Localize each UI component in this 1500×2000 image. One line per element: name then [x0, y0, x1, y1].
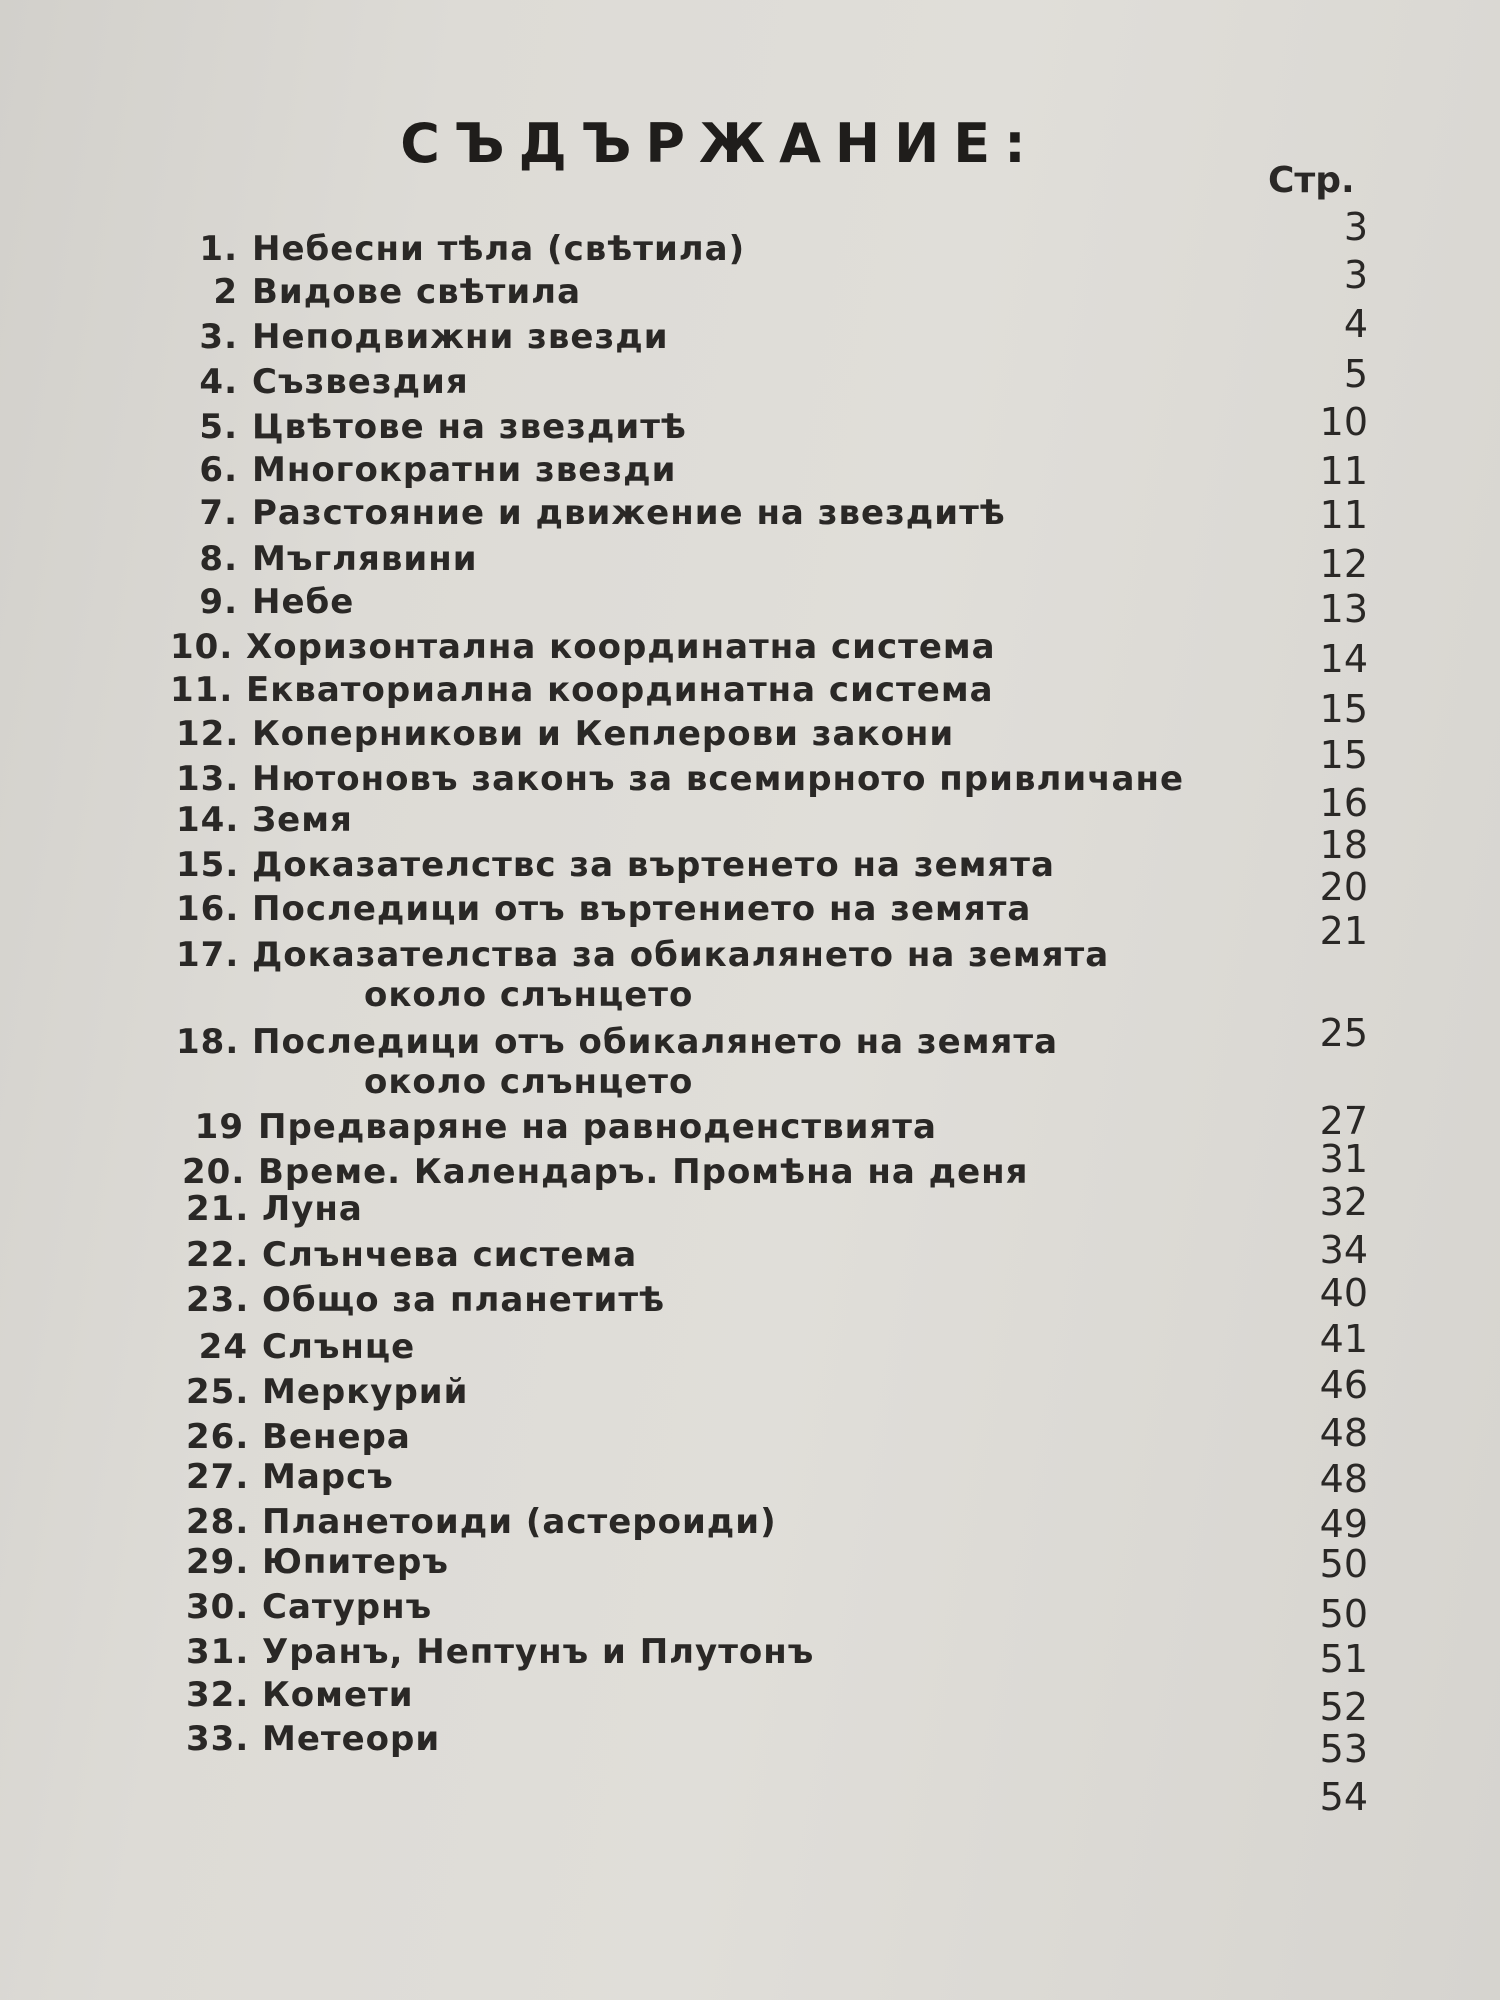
toc-entry	[176, 493, 1006, 533]
toc-entry-title: Юпитеръ	[262, 1542, 449, 1582]
toc-entry	[176, 845, 1055, 885]
toc-entry	[182, 1107, 937, 1147]
toc-page-number: 20	[1319, 865, 1368, 909]
toc-entry	[186, 1417, 411, 1457]
toc-entry-number: 18.	[176, 1022, 240, 1062]
toc-page-number: 18	[1319, 823, 1368, 867]
toc-entry-number: 12.	[176, 714, 240, 754]
toc-page-number: 21	[1319, 909, 1368, 953]
toc-entry-title: Небе	[252, 582, 355, 622]
toc-page-number: 27	[1319, 1099, 1368, 1143]
toc-entry-number: 16.	[176, 889, 240, 929]
toc-entry-number: 1.	[199, 229, 238, 269]
toc-page-number: 11	[1319, 493, 1368, 537]
toc-entry-title: Планетоиди (астероиди)	[262, 1502, 777, 1542]
toc-entry-title: около слънцето	[364, 975, 694, 1015]
toc-entry-title: Мъглявини	[252, 539, 478, 579]
page-column-label: Стр.	[1268, 160, 1355, 201]
toc-entry	[186, 1280, 666, 1320]
toc-entry-title: Земя	[252, 800, 353, 840]
toc-entry-title: Луна	[262, 1189, 363, 1229]
toc-entry	[186, 1587, 433, 1627]
toc-entry-title: Слънце	[262, 1327, 416, 1367]
toc-page-number: 13	[1319, 587, 1368, 631]
toc-page-number: 11	[1319, 449, 1368, 493]
toc-entry-number: 21.	[186, 1189, 250, 1229]
toc-page-number: 52	[1319, 1685, 1368, 1729]
toc-page-number: 40	[1319, 1271, 1368, 1315]
toc-entry	[186, 1675, 414, 1715]
toc-page-number: 3	[1343, 205, 1368, 249]
toc-entry-number: 9.	[199, 582, 238, 622]
toc-entry-title: Доказателствс за въртенето на земята	[252, 845, 1055, 885]
toc-entry-number: 5.	[199, 407, 238, 447]
toc-entry	[176, 582, 355, 622]
toc-entry-number: 28.	[186, 1502, 250, 1542]
toc-entry	[176, 800, 353, 840]
toc-page-number: 48	[1319, 1457, 1368, 1501]
toc-page-number: 15	[1319, 733, 1368, 777]
toc-entry-title: около слънцето	[364, 1062, 694, 1102]
toc-entry-title: Венера	[262, 1417, 411, 1457]
toc-page-number: 41	[1319, 1317, 1368, 1361]
toc-entry-number: 27.	[186, 1457, 250, 1497]
toc-entry-title: Нютоновъ законъ за всемирното привличане	[252, 759, 1185, 799]
toc-entry-number: 22.	[186, 1235, 250, 1275]
toc-page-number: 51	[1319, 1637, 1368, 1681]
toc-page-number: 48	[1319, 1411, 1368, 1455]
toc-page-number: 12	[1319, 542, 1368, 586]
toc-entry	[176, 407, 687, 447]
toc-entry-number: 31.	[186, 1632, 250, 1672]
toc-entry-number: 6.	[199, 450, 238, 490]
toc-entry	[176, 272, 582, 312]
toc-entry	[176, 539, 478, 579]
toc-page-number: 16	[1319, 781, 1368, 825]
toc-entry-title: Хоризонтална координатна система	[246, 627, 996, 667]
toc-entry-number: 33.	[186, 1719, 250, 1759]
toc-page-number: 3	[1343, 253, 1368, 297]
toc-entry	[182, 1152, 1029, 1192]
toc-entry	[170, 670, 994, 710]
toc-entry	[170, 627, 996, 667]
toc-entry-title: Последици отъ въртението на земята	[252, 889, 1032, 929]
toc-entry-title: Общо за планетитѣ	[262, 1280, 666, 1320]
toc-entry	[364, 975, 694, 1015]
toc-entry-title: Екваториална координатна система	[246, 670, 994, 710]
toc-entry	[186, 1542, 449, 1582]
toc-entry	[186, 1372, 469, 1412]
toc-page-number: 49	[1319, 1502, 1368, 1546]
toc-entry-number: 20.	[182, 1152, 246, 1192]
toc-entry-title: Неподвижни звезди	[252, 317, 669, 357]
toc-entry	[176, 935, 1110, 975]
toc-entry-title: Последици отъ обикалянето на земята	[252, 1022, 1059, 1062]
toc-entry-title: Време. Календаръ. Промѣна на деня	[258, 1152, 1029, 1192]
toc-entry-title: Съзвездия	[252, 362, 469, 402]
toc-page-number: 15	[1319, 687, 1368, 731]
toc-entry-title: Разстояние и движение на звездитѣ	[252, 493, 1006, 533]
toc-entry	[186, 1502, 777, 1542]
toc-entry	[176, 317, 669, 357]
toc-entry-number: 8.	[199, 539, 238, 579]
toc-entry-title: Небесни тѣла (свѣтила)	[252, 229, 746, 269]
toc-entry-number: 14.	[176, 800, 240, 840]
toc-page-number: 32	[1319, 1180, 1368, 1224]
toc-entry-number: 13.	[176, 759, 240, 799]
toc-entry-number: 30.	[186, 1587, 250, 1627]
toc-page-number: 25	[1319, 1011, 1368, 1055]
toc-page-number: 10	[1319, 400, 1368, 444]
toc-entry-title: Меркурий	[262, 1372, 469, 1412]
toc-page-number: 5	[1343, 352, 1368, 396]
toc-entry	[176, 1022, 1059, 1062]
toc-entry	[176, 450, 677, 490]
toc-entry-number: 10.	[170, 627, 234, 667]
toc-entry	[176, 362, 469, 402]
toc-entry	[186, 1632, 815, 1672]
toc-entry-title: Видове свѣтила	[252, 272, 582, 312]
toc-entry	[186, 1189, 363, 1229]
toc-entry-number: 2	[213, 272, 238, 312]
toc-entry-number: 15.	[176, 845, 240, 885]
toc-entry-number: 11.	[170, 670, 234, 710]
toc-entry	[186, 1327, 416, 1367]
toc-entry-title: Метеори	[262, 1719, 441, 1759]
toc-entry-title: Коперникови и Кеплерови закони	[252, 714, 955, 754]
toc-entry-number: 23.	[186, 1280, 250, 1320]
toc-entry-title: Многократни звезди	[252, 450, 677, 490]
toc-entry	[186, 1719, 441, 1759]
toc-entry	[176, 759, 1185, 799]
toc-page-number: 14	[1319, 637, 1368, 681]
toc-entry-number: 25.	[186, 1372, 250, 1412]
toc-entry	[364, 1062, 694, 1102]
toc-page-number: 34	[1319, 1228, 1368, 1272]
toc-entry-number: 29.	[186, 1542, 250, 1582]
toc-page-number: 54	[1319, 1775, 1368, 1819]
toc-entry-number: 19	[194, 1107, 244, 1147]
toc-page-number: 50	[1319, 1592, 1368, 1636]
toc-entry-title: Комети	[262, 1675, 414, 1715]
toc-entry-title: Предваряне на равноденствията	[258, 1107, 937, 1147]
toc-page-number: 31	[1319, 1137, 1368, 1181]
toc-entry	[186, 1457, 394, 1497]
toc-page-number: 53	[1319, 1727, 1368, 1771]
toc-entry	[186, 1235, 638, 1275]
toc-entry-title: Слънчева система	[262, 1235, 638, 1275]
toc-page-number: 46	[1319, 1363, 1368, 1407]
toc-entry-number: 26.	[186, 1417, 250, 1457]
toc-page-number: 50	[1319, 1542, 1368, 1586]
toc-entry	[176, 889, 1032, 929]
page-title: СЪДЪРЖАНИЕ:	[400, 112, 1040, 175]
toc-entry-title: Марсъ	[262, 1457, 394, 1497]
toc-entry	[176, 714, 955, 754]
toc-entry-number: 24	[198, 1327, 248, 1367]
toc-entry-title: Цвѣтове на звездитѣ	[252, 407, 687, 447]
toc-entry	[176, 229, 746, 269]
toc-entry-title: Сатурнъ	[262, 1587, 433, 1627]
toc-entry-number: 17.	[176, 935, 240, 975]
toc-entry-title: Доказателства за обикалянето на земята	[252, 935, 1110, 975]
toc-entry-number: 3.	[199, 317, 238, 357]
toc-entry-title: Уранъ, Нептунъ и Плутонъ	[262, 1632, 815, 1672]
toc-entry-number: 4.	[199, 362, 238, 402]
toc-entry-number: 7.	[199, 493, 238, 533]
toc-entry-number: 32.	[186, 1675, 250, 1715]
toc-page-number: 4	[1343, 302, 1368, 346]
